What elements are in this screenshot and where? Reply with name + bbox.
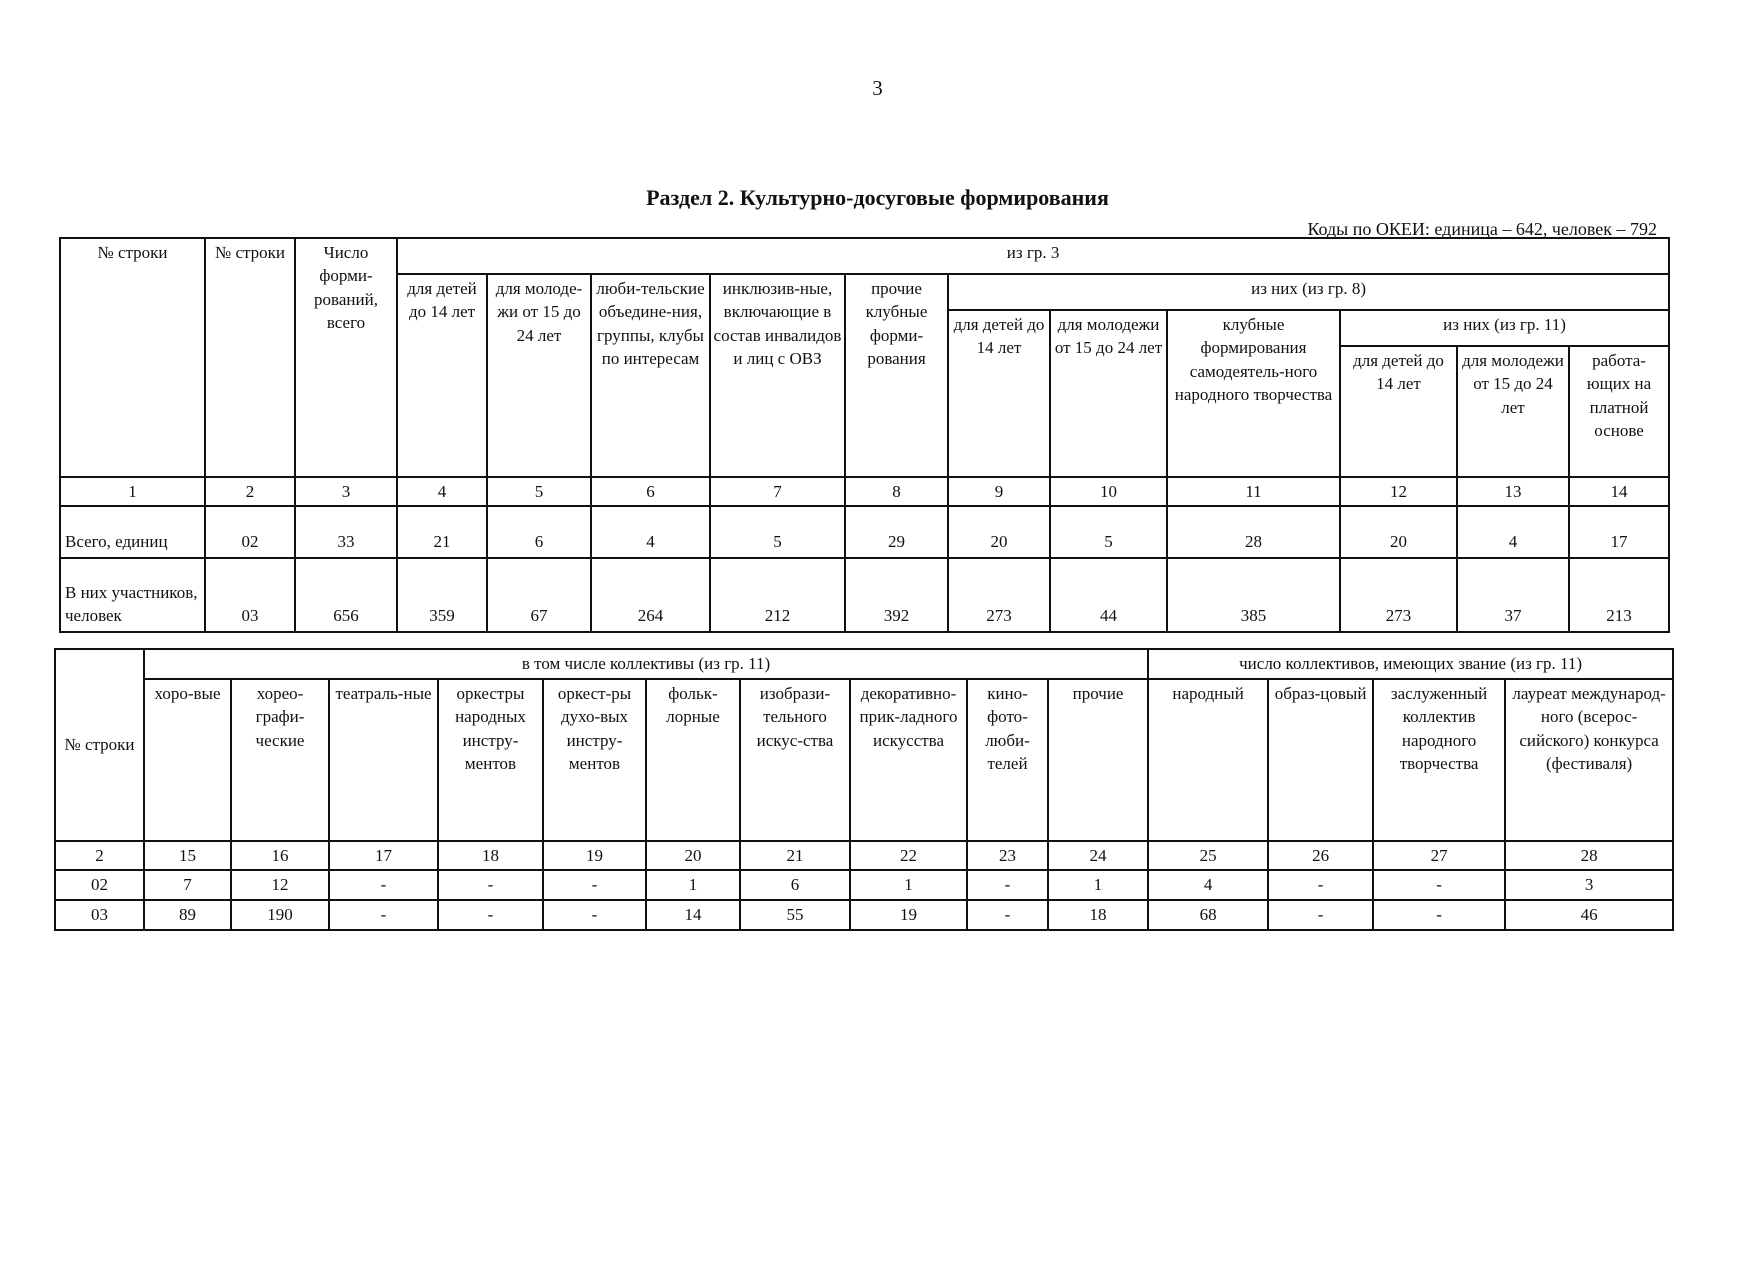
row-label: В них участников, человек (60, 558, 205, 632)
table-cell: - (967, 870, 1048, 900)
col-number: 6 (591, 477, 710, 506)
header-of-gr11: из них (из гр. 11) (1340, 310, 1669, 346)
col-number: 17 (329, 841, 438, 870)
table-cell: - (967, 900, 1048, 930)
table-cell: - (1373, 900, 1505, 930)
table-cell: 89 (144, 900, 231, 930)
table-cell: 19 (850, 900, 967, 930)
col-number: 2 (55, 841, 144, 870)
table-cell: - (329, 900, 438, 930)
table-cell: 1 (850, 870, 967, 900)
table-cell: 213 (1569, 558, 1669, 632)
col-number: 19 (543, 841, 646, 870)
table-cell: 385 (1167, 558, 1340, 632)
header-total-formations: Число форми-рований, всего (295, 238, 397, 477)
header-exemplary-title: образ-цовый (1268, 679, 1373, 841)
table-cell: 20 (1340, 506, 1457, 558)
col-number: 23 (967, 841, 1048, 870)
header-of-gr3: из гр. 3 (397, 238, 1669, 274)
col-number: 20 (646, 841, 740, 870)
col-number: 13 (1457, 477, 1569, 506)
header-g8-folk-art: клубные формирования самодеятель-ного народного творчества (1167, 310, 1340, 477)
col-number: 2 (205, 477, 295, 506)
table-cell: 4 (591, 506, 710, 558)
table-cell: 359 (397, 558, 487, 632)
table-cell: 02 (55, 870, 144, 900)
header-g8-children: для детей до 14 лет (948, 310, 1050, 477)
table-cell: 67 (487, 558, 591, 632)
table-cell: - (438, 870, 543, 900)
header-choral: хоро-вые (144, 679, 231, 841)
col-number: 7 (710, 477, 845, 506)
table-cell: 656 (295, 558, 397, 632)
header-folk-title: народный (1148, 679, 1268, 841)
table-cell: 28 (1167, 506, 1340, 558)
col-number: 14 (1569, 477, 1669, 506)
header-g11-youth: для молодежи от 15 до 24 лет (1457, 346, 1569, 477)
col-number: 10 (1050, 477, 1167, 506)
table-cell: - (543, 870, 646, 900)
table-cell: 18 (1048, 900, 1148, 930)
header-g11-paid: работа-ющих на платной основе (1569, 346, 1669, 477)
header-choreographic: хорео-графи-ческие (231, 679, 329, 841)
header-laureate: лауреат международ-ного (всерос-сийского) конкурса (фестиваля) (1505, 679, 1673, 841)
table-cell: 1 (1048, 870, 1148, 900)
table-cell: 5 (1050, 506, 1167, 558)
header-titled-collectives: число коллективов, имеющих звание (из гр. 11) (1148, 649, 1673, 679)
table-cell: 02 (205, 506, 295, 558)
col-number: 5 (487, 477, 591, 506)
table-cell: 264 (591, 558, 710, 632)
page-number: 3 (872, 76, 883, 100)
table-cell: 03 (205, 558, 295, 632)
table-cell: - (438, 900, 543, 930)
header-theatrical: театраль-ные (329, 679, 438, 841)
col-number: 12 (1340, 477, 1457, 506)
col-number: 3 (295, 477, 397, 506)
table-cell: 20 (948, 506, 1050, 558)
header-g8-youth: для молодежи от 15 до 24 лет (1050, 310, 1167, 477)
row-label: Всего, единиц (60, 506, 205, 558)
header-folk-orchestras: оркестры народных инстру-ментов (438, 679, 543, 841)
header-other: прочие (1048, 679, 1148, 841)
header-other-clubs: прочие клубные форми-рования (845, 274, 948, 477)
table-cell: 273 (948, 558, 1050, 632)
col-number: 1 (60, 477, 205, 506)
table-cell: - (1373, 870, 1505, 900)
table-cell: 273 (1340, 558, 1457, 632)
header-folklore: фольк-лорные (646, 679, 740, 841)
table-cell: 21 (397, 506, 487, 558)
table-cell: - (329, 870, 438, 900)
header-brass-orchestras: оркест-ры духо-вых инстру-ментов (543, 679, 646, 841)
table-row (55, 900, 1673, 930)
table-cell: 55 (740, 900, 850, 930)
col-number: 25 (1148, 841, 1268, 870)
col-number: 9 (948, 477, 1050, 506)
header-g11-children: для детей до 14 лет (1340, 346, 1457, 477)
collectives-table (54, 648, 1674, 931)
header-of-gr8: из них (из гр. 8) (948, 274, 1669, 310)
col-number: 24 (1048, 841, 1148, 870)
table-cell: 33 (295, 506, 397, 558)
header-honored-collective: заслуженный коллектив народного творчества (1373, 679, 1505, 841)
table-cell: 5 (710, 506, 845, 558)
table-cell: 1 (646, 870, 740, 900)
col-number: 11 (1167, 477, 1340, 506)
col-number: 4 (397, 477, 487, 506)
table-row (55, 870, 1673, 900)
header-collectives: в том числе коллективы (из гр. 11) (144, 649, 1148, 679)
col-number: 15 (144, 841, 231, 870)
table-cell: 6 (487, 506, 591, 558)
okei-codes: Коды по ОКЕИ: единица – 642, человек – 792 (1307, 219, 1657, 239)
table-cell: 7 (144, 870, 231, 900)
table-cell: - (543, 900, 646, 930)
header-youth-15-24: для молоде-жи от 15 до 24 лет (487, 274, 591, 477)
col-number: 18 (438, 841, 543, 870)
header-cine-photo: кино-фото-люби-телей (967, 679, 1048, 841)
table-cell: 392 (845, 558, 948, 632)
table-cell: 14 (646, 900, 740, 930)
table-cell: 17 (1569, 506, 1669, 558)
header-inclusive: инклюзив-ные, включающие в состав инвалидов и лиц с ОВЗ (710, 274, 845, 477)
table-cell: 29 (845, 506, 948, 558)
header-amateur-clubs: люби-тельские объедине-ния, группы, клубы по интересам (591, 274, 710, 477)
header-row-label: № строки (60, 238, 205, 477)
col-number: 27 (1373, 841, 1505, 870)
table-cell: 46 (1505, 900, 1673, 930)
table-row (60, 506, 1669, 558)
col-number: 8 (845, 477, 948, 506)
header-children-14: для детей до 14 лет (397, 274, 487, 477)
table-cell: - (1268, 900, 1373, 930)
header-fine-arts: изобрази-тельного искус-ства (740, 679, 850, 841)
header-row-number: № строки (55, 649, 144, 841)
col-number: 26 (1268, 841, 1373, 870)
header-decorative-arts: декоративно-прик-ладного искусства (850, 679, 967, 841)
col-number: 22 (850, 841, 967, 870)
table-cell: - (1268, 870, 1373, 900)
table-row (60, 558, 1669, 632)
table-cell: 3 (1505, 870, 1673, 900)
table-cell: 12 (231, 870, 329, 900)
table-cell: 4 (1457, 506, 1569, 558)
table-cell: 6 (740, 870, 850, 900)
table-cell: 44 (1050, 558, 1167, 632)
table-cell: 37 (1457, 558, 1569, 632)
table-cell: 212 (710, 558, 845, 632)
formations-table (59, 237, 1670, 633)
section-title: Раздел 2. Культурно-досуговые формирования (646, 185, 1109, 210)
col-number: 16 (231, 841, 329, 870)
table-cell: 03 (55, 900, 144, 930)
header-row-number: № строки (205, 238, 295, 477)
table-cell: 68 (1148, 900, 1268, 930)
col-number: 21 (740, 841, 850, 870)
table-cell: 190 (231, 900, 329, 930)
table-cell: 4 (1148, 870, 1268, 900)
col-number: 28 (1505, 841, 1673, 870)
